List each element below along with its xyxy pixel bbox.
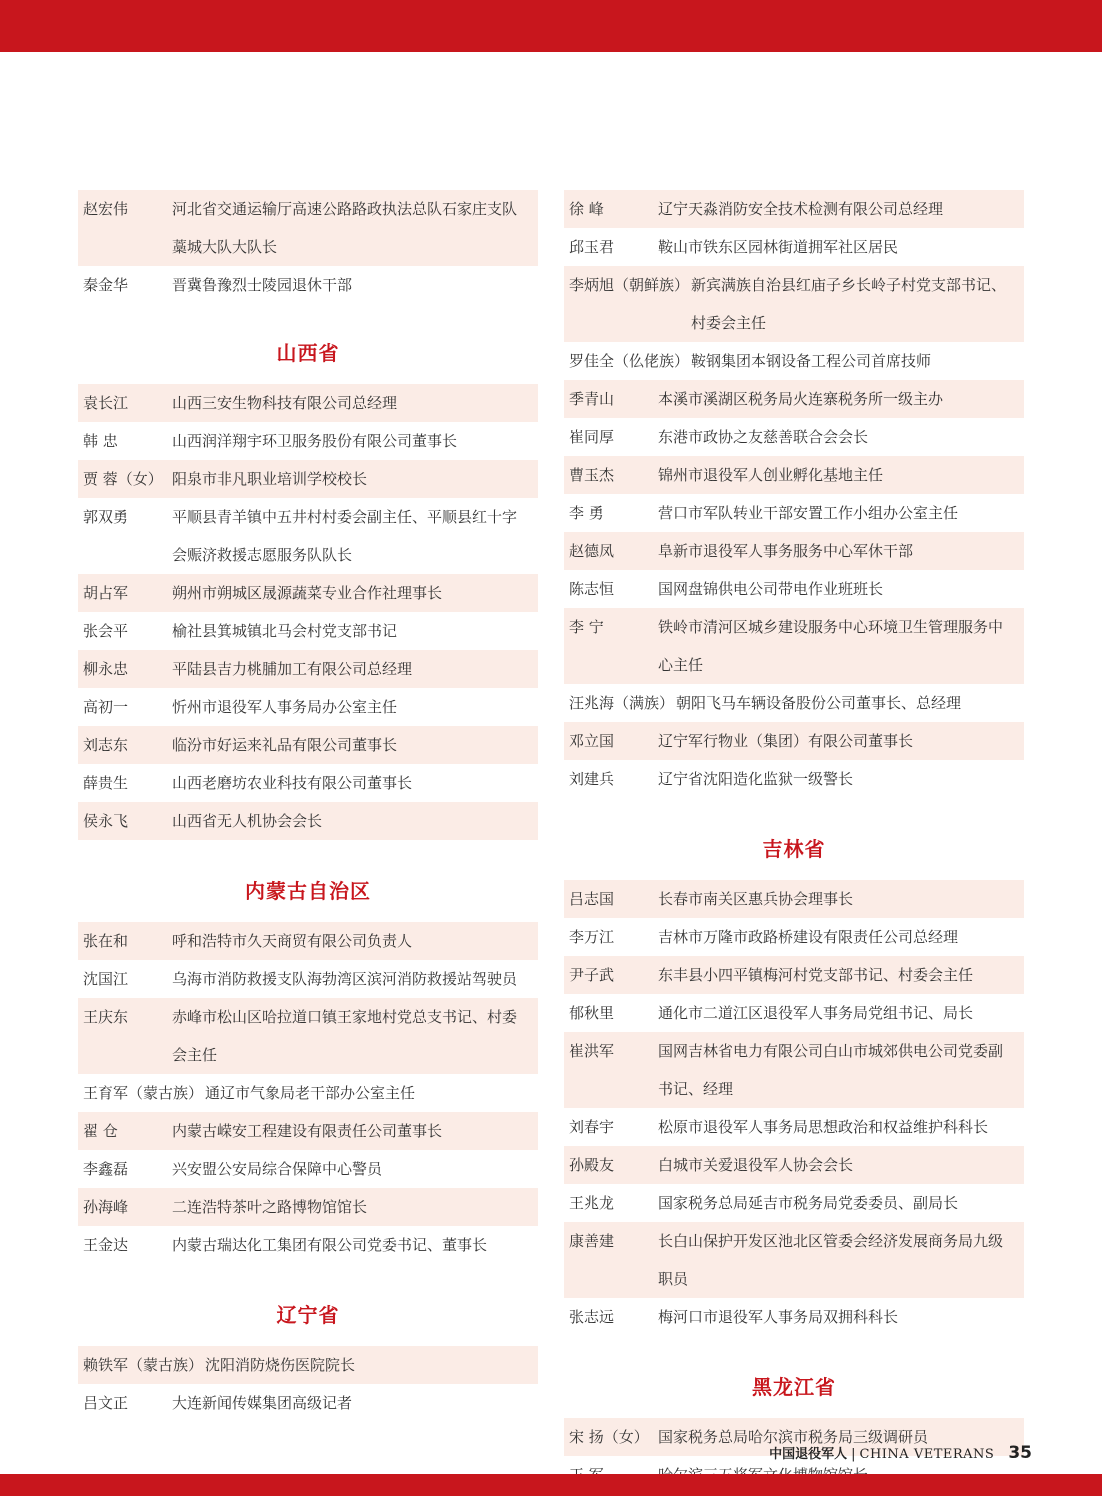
person-title: 兴安盟公安局综合保障中心警员: [172, 1160, 383, 1178]
person-title: 营口市军队转业干部安置工作小组办公室主任: [658, 504, 959, 522]
person-name: 尹子武: [569, 966, 615, 984]
list-item: [78, 1226, 538, 1264]
person-title: 阳泉市非凡职业培训学校校长: [172, 470, 368, 488]
list-item: [564, 1298, 1024, 1336]
person-name: 薛贵生: [83, 774, 129, 792]
person-name: 罗佳全（仫佬族）: [569, 352, 690, 370]
person-name: 王金达: [83, 1236, 129, 1254]
liaoning-list-left: [78, 1346, 538, 1422]
person-title: 鞍钢集团本钢设备工程公司首席技师: [691, 352, 932, 370]
person-name: 赖铁军（蒙古族）: [83, 1356, 204, 1374]
list-item: [78, 498, 538, 574]
person-title: 临汾市好运来礼品有限公司董事长: [172, 736, 398, 754]
person-title: 锦州市退役军人创业孵化基地主任: [658, 466, 884, 484]
page-number: 35: [1008, 1443, 1032, 1463]
list-item: [564, 1108, 1024, 1146]
person-title: 呼和浩特市久天商贸有限公司负责人: [172, 932, 413, 950]
person-title: 鞍山市铁东区园林街道拥军社区居民: [658, 238, 899, 256]
list-item: [564, 880, 1024, 918]
person-name: 王庆东: [83, 1008, 129, 1026]
list-item: [78, 802, 538, 840]
section-heading-liaoning: 辽宁省: [276, 1303, 340, 1327]
person-name: 沈国江: [83, 970, 129, 988]
person-name: 李 勇: [569, 504, 604, 522]
person-title: 榆社县箕城镇北马会村党支部书记: [172, 622, 398, 640]
list-item: [78, 1074, 538, 1112]
list-item: [564, 342, 1024, 380]
person-name: 邓立国: [569, 732, 615, 750]
person-title: 长春市南关区惠兵协会理事长: [658, 890, 854, 908]
list-item: [564, 956, 1024, 994]
list-item: [564, 532, 1024, 570]
person-title: 平顺县青羊镇中五井村村委会副主任、平顺县红十字会赈济救援志愿服务队队长: [172, 508, 518, 564]
person-title: 梅河口市退役军人事务局双拥科科长: [658, 1308, 899, 1326]
person-name: 康善建: [569, 1232, 615, 1250]
person-title: 新宾满族自治县红庙子乡长岭子村党支部书记、村委会主任: [691, 276, 1007, 332]
person-name: 曹玉杰: [569, 466, 615, 484]
list-item: [564, 570, 1024, 608]
list-item: [78, 384, 538, 422]
hebei-list: [78, 190, 538, 304]
person-title: 内蒙古嵘安工程建设有限责任公司董事长: [172, 1122, 443, 1140]
list-item: [564, 380, 1024, 418]
list-item: [564, 684, 1024, 722]
person-name: 汪兆海（满族）: [569, 694, 675, 712]
person-name: 柳永忠: [83, 660, 129, 678]
person-name: 赵德凤: [569, 542, 615, 560]
person-name: 孙殿友: [569, 1156, 615, 1174]
list-item: [78, 190, 538, 266]
top-red-bar: [0, 0, 1102, 52]
section-heading-shanxi: 山西省: [276, 341, 340, 365]
list-item: [564, 994, 1024, 1032]
person-name: 贾 蓉（女）: [83, 470, 163, 488]
person-name: 崔同厚: [569, 428, 615, 446]
person-name: 翟 仓: [83, 1122, 118, 1140]
list-item: [78, 1384, 538, 1422]
list-item: [78, 764, 538, 802]
jilin-list: [564, 880, 1024, 1336]
footer-separator: |: [851, 1447, 856, 1462]
person-title: 山西润洋翔宇环卫服务股份有限公司董事长: [172, 432, 458, 450]
list-item: [564, 228, 1024, 266]
person-name: 李鑫磊: [83, 1160, 129, 1178]
list-item: [78, 1346, 538, 1384]
person-name: 赵宏伟: [83, 200, 129, 218]
person-title: 东港市政协之友慈善联合会会长: [658, 428, 869, 446]
list-item: [564, 608, 1024, 684]
person-title: 吉林市万隆市政路桥建设有限责任公司总经理: [658, 928, 959, 946]
list-item: [78, 612, 538, 650]
person-name: 侯永飞: [83, 812, 129, 830]
list-item: [78, 266, 538, 304]
person-title: 国网盘锦供电公司带电作业班班长: [658, 580, 884, 598]
list-item: [78, 922, 538, 960]
list-item: [78, 574, 538, 612]
person-name: 韩 忠: [83, 432, 118, 450]
person-title: 白城市关爱退役军人协会会长: [658, 1156, 854, 1174]
person-name: 王兆龙: [569, 1194, 615, 1212]
list-item: [564, 722, 1024, 760]
person-title: 国家税务总局哈尔滨市税务局三级调研员: [658, 1428, 929, 1446]
person-name: 孙海峰: [83, 1198, 129, 1216]
list-item: [564, 266, 1024, 342]
person-title: 内蒙古瑞达化工集团有限公司党委书记、董事长: [172, 1236, 488, 1254]
person-title: 平陆县吉力桃脯加工有限公司总经理: [172, 660, 413, 678]
person-title: 山西三安生物科技有限公司总经理: [172, 394, 398, 412]
person-name: 徐 峰: [569, 200, 604, 218]
list-item: [564, 1222, 1024, 1298]
person-title: 赤峰市松山区哈拉道口镇王家地村党总支书记、村委会主任: [172, 1008, 518, 1064]
person-title: 朝阳飞马车辆设备股份公司董事长、总经理: [676, 694, 962, 712]
person-title: 山西省无人机协会会长: [172, 812, 323, 830]
section-heading-heilongjiang: 黑龙江省: [752, 1375, 836, 1399]
shanxi-list: [78, 384, 538, 840]
list-item: [564, 418, 1024, 456]
right-column: [564, 190, 1024, 1494]
person-title: 国家税务总局延吉市税务局党委委员、副局长: [658, 1194, 959, 1212]
person-title: 辽宁军行物业（集团）有限公司董事长: [658, 732, 914, 750]
person-name: 刘建兵: [569, 770, 615, 788]
list-item: [564, 1146, 1024, 1184]
neimenggu-list: [78, 922, 538, 1264]
list-item: [564, 190, 1024, 228]
person-title: 国网吉林省电力有限公司白山市城郊供电公司党委副书记、经理: [658, 1042, 1004, 1098]
person-title: 东丰县小四平镇梅河村党支部书记、村委会主任: [658, 966, 974, 984]
magazine-name-cn: 中国退役军人: [769, 1447, 848, 1462]
list-item: [78, 460, 538, 498]
list-item: [564, 1032, 1024, 1108]
list-item: [564, 456, 1024, 494]
person-name: 邱玉君: [569, 238, 615, 256]
left-column: [78, 190, 538, 1422]
page-footer: [769, 1443, 1032, 1463]
person-title: 河北省交通运输厅高速公路路政执法总队石家庄支队藁城大队大队长: [172, 200, 518, 256]
person-name: 崔洪军: [569, 1042, 615, 1060]
person-name: 张志远: [569, 1308, 615, 1326]
person-name: 刘春宇: [569, 1118, 615, 1136]
person-name: 李 宁: [569, 618, 604, 636]
person-name: 季青山: [569, 390, 615, 408]
person-name: 李炳旭（朝鲜族）: [569, 276, 690, 294]
person-name: 吕文正: [83, 1394, 129, 1412]
person-title: 大连新闻传媒集团高级记者: [172, 1394, 353, 1412]
person-name: 陈志恒: [569, 580, 615, 598]
person-title: 阜新市退役军人事务服务中心军休干部: [658, 542, 914, 560]
person-name: 袁长江: [83, 394, 129, 412]
person-title: 辽宁天淼消防安全技术检测有限公司总经理: [658, 200, 944, 218]
list-item: [78, 688, 538, 726]
person-name: 郭双勇: [83, 508, 129, 526]
person-name: 胡占军: [83, 584, 129, 602]
list-item: [564, 1184, 1024, 1222]
person-title: 二连浩特茶叶之路博物馆馆长: [172, 1198, 368, 1216]
list-item: [564, 918, 1024, 956]
list-item: [78, 1112, 538, 1150]
person-name: 高初一: [83, 698, 129, 716]
list-item: [78, 650, 538, 688]
person-name: 王育军（蒙古族）: [83, 1084, 204, 1102]
person-name: 刘志东: [83, 736, 129, 754]
person-title: 本溪市溪湖区税务局火连寨税务所一级主办: [658, 390, 944, 408]
person-title: 通化市二道江区退役军人事务局党组书记、局长: [658, 1004, 974, 1022]
person-name: 宋 扬（女）: [569, 1428, 649, 1446]
person-name: 张在和: [83, 932, 129, 950]
list-item: [78, 960, 538, 998]
person-title: 乌海市消防救援支队海勃湾区滨河消防救援站驾驶员: [172, 970, 518, 988]
person-title: 松原市退役军人事务局思想政治和权益维护科科长: [658, 1118, 989, 1136]
person-title: 沈阳消防烧伤医院院长: [205, 1356, 356, 1374]
list-item: [78, 1188, 538, 1226]
person-title: 朔州市朔城区晟源蔬菜专业合作社理事长: [172, 584, 443, 602]
person-name: 张会平: [83, 622, 129, 640]
bottom-red-bar: [0, 1474, 1102, 1496]
person-title: 铁岭市清河区城乡建设服务中心环境卫生管理服务中心主任: [658, 618, 1004, 674]
section-heading-neimenggu: 内蒙古自治区: [245, 879, 371, 903]
section-heading-jilin: 吉林省: [762, 837, 826, 861]
magazine-name-en: CHINA VETERANS: [859, 1447, 995, 1462]
person-title: 晋冀鲁豫烈士陵园退休干部: [172, 276, 353, 294]
list-item: [78, 998, 538, 1074]
list-item: [564, 494, 1024, 532]
liaoning-list-right: [564, 190, 1024, 798]
person-name: 李万江: [569, 928, 615, 946]
person-title: 山西老磨坊农业科技有限公司董事长: [172, 774, 413, 792]
list-item: [78, 726, 538, 764]
person-title: 忻州市退役军人事务局办公室主任: [172, 698, 398, 716]
person-name: 郁秋里: [569, 1004, 615, 1022]
list-item: [78, 422, 538, 460]
person-title: 长白山保护开发区池北区管委会经济发展商务局九级职员: [658, 1232, 1004, 1288]
list-item: [78, 1150, 538, 1188]
person-name: 秦金华: [83, 276, 129, 294]
list-item: [564, 760, 1024, 798]
person-title: 通辽市气象局老干部办公室主任: [205, 1084, 416, 1102]
person-name: 吕志国: [569, 890, 615, 908]
person-title: 辽宁省沈阳造化监狱一级警长: [658, 770, 854, 788]
